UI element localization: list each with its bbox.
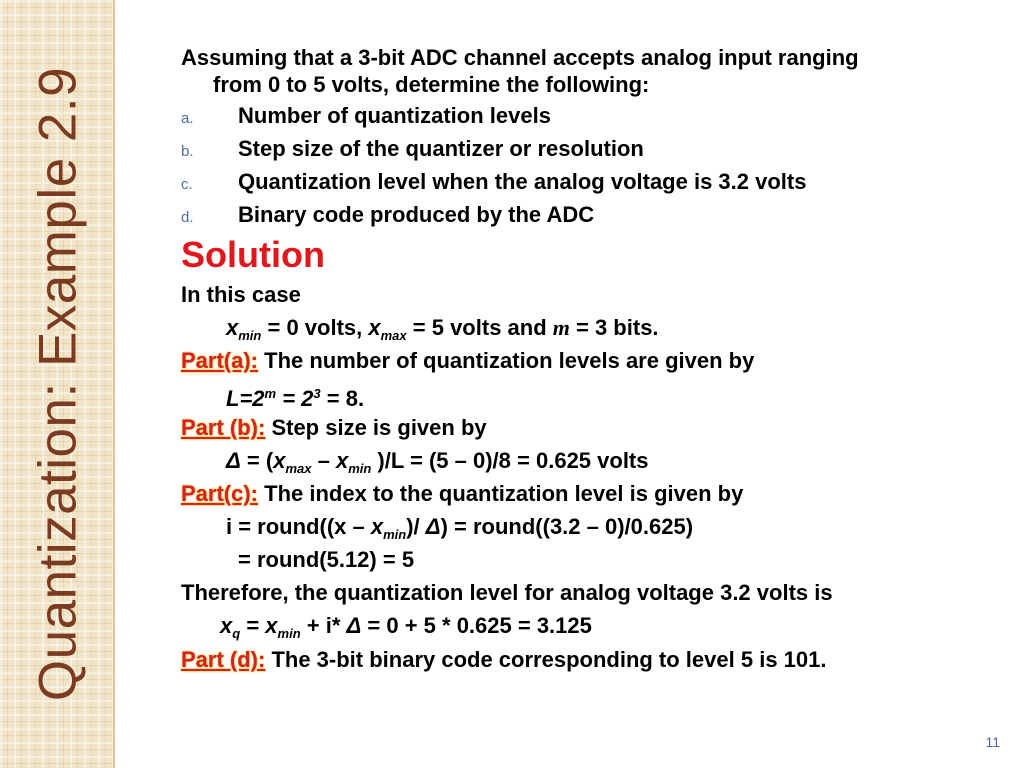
sub-min: min (383, 527, 407, 542)
part-a-text: The number of quantization levels are given by (258, 348, 755, 373)
list-item (181, 168, 806, 199)
eq-text: = 8. (320, 386, 365, 411)
list-marker: b. (181, 143, 194, 160)
part-d-text: The 3-bit binary code corresponding to level 5 is 101. (265, 647, 827, 672)
part-c-label: Part(c): (181, 481, 259, 506)
eq-text: )/L = (5 – 0)/8 = 0.625 volts (371, 448, 649, 473)
list-item (181, 201, 594, 232)
eq-text: = (240, 613, 266, 638)
part-a-equation (226, 380, 364, 413)
eq-text: = 5 volts and (406, 315, 553, 340)
page-number: 11 (985, 734, 1000, 750)
given-values (226, 314, 659, 350)
list-marker: c. (181, 176, 193, 193)
sub-min: min (238, 328, 262, 343)
var-x: x (273, 448, 286, 473)
part-b-line (181, 414, 487, 442)
eq-text: ) = round((3.2 – 0)/0.625) (440, 514, 694, 539)
therefore-line: Therefore, the quantization level for analog voltage 3.2 volts is (181, 580, 833, 605)
eq-text: = 0 volts, (261, 315, 369, 340)
delta-symbol: Δ (425, 514, 441, 539)
list-marker: d. (181, 209, 194, 226)
sub-min: min (277, 626, 301, 641)
list-item-text: Quantization level when the analog voltage is 3.2 volts (238, 169, 807, 194)
part-c-text: The index to the quantization level is given by (258, 481, 744, 506)
sub-min: min (348, 461, 372, 476)
sup-3: 3 (313, 386, 321, 401)
sidebar (0, 0, 115, 768)
delta-symbol: Δ (226, 448, 241, 473)
list-item-text: Binary code produced by the ADC (238, 202, 595, 227)
case-line: In this case (181, 282, 301, 307)
eq-text: + i* (300, 613, 347, 638)
sub-max: max (380, 328, 407, 343)
problem-intro-line2: from 0 to 5 volts, determine the following: (213, 72, 650, 97)
solution-heading: Solution (181, 234, 325, 275)
var-x: x (226, 315, 239, 340)
part-c-line (181, 480, 743, 508)
var-m: m (552, 315, 570, 340)
list-item-text: Number of quantization levels (238, 103, 551, 128)
var-x: x (265, 613, 278, 638)
problem-intro-line1: Assuming that a 3-bit ADC channel accepts analog input ranging (181, 45, 859, 70)
part-b-text: Step size is given by (265, 415, 487, 440)
part-a-label: Part(a): (181, 348, 259, 373)
sub-max: max (285, 461, 312, 476)
eq-text: )/ (406, 514, 426, 539)
sidebar-title: Quantization: Example 2.9 (28, 66, 88, 702)
eq-text: L=2 (226, 386, 265, 411)
sup-m: m (264, 386, 277, 401)
list-item (181, 135, 644, 166)
xq-equation (220, 612, 592, 648)
sub-q: q (232, 626, 241, 641)
part-b-label: Part (b): (181, 415, 266, 440)
eq-text: i = round((x – (226, 514, 371, 539)
var-x: x (368, 315, 381, 340)
part-b-equation (226, 447, 649, 483)
var-x: x (370, 514, 384, 539)
var-x: x (335, 448, 349, 473)
part-d-line (181, 646, 826, 674)
part-d-label: Part (d): (181, 647, 266, 672)
part-c-equation-2: = round(5.12) = 5 (238, 547, 415, 572)
eq-text: – (311, 448, 336, 473)
list-marker: a. (181, 110, 194, 127)
eq-text: = 0 + 5 * 0.625 = 3.125 (361, 613, 592, 638)
eq-text: = 3 bits. (569, 315, 659, 340)
eq-text: = ( (240, 448, 274, 473)
part-c-equation-1 (226, 513, 693, 549)
list-item (181, 102, 551, 133)
delta-symbol: Δ (346, 613, 362, 638)
var-x: x (220, 613, 233, 638)
part-a-line (181, 347, 754, 375)
list-item-text: Step size of the quantizer or resolution (238, 136, 644, 161)
eq-text: = 2 (276, 386, 314, 411)
